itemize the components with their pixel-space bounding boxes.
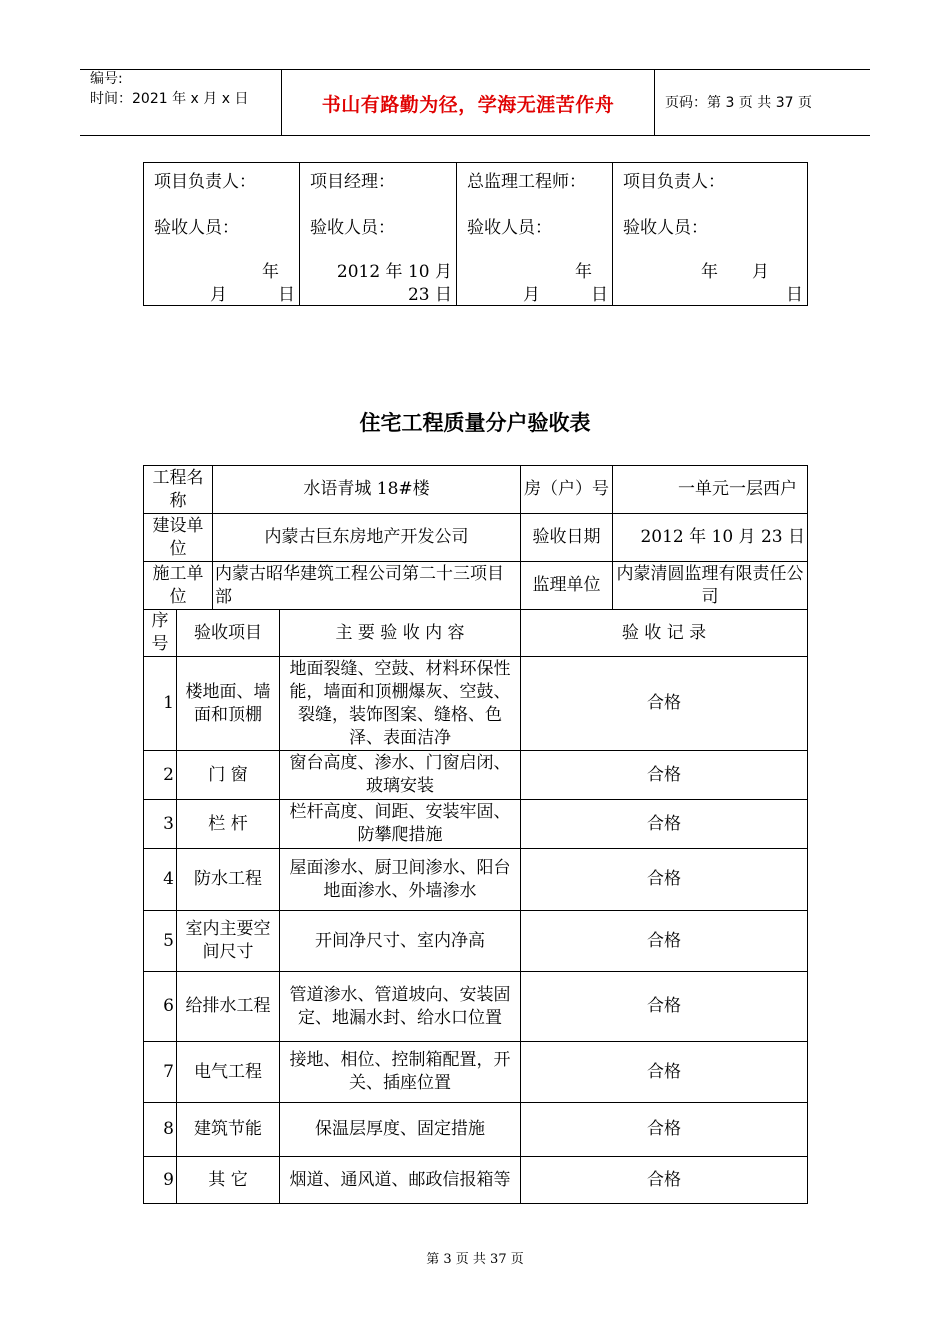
row-content: 屋面渗水、厨卫间渗水、阳台地面渗水、外墙渗水 [280, 849, 521, 911]
signature-date-year: 年 月 [701, 262, 769, 282]
header-time-label: 时间：2021 年 x 月 x 日 [90, 91, 249, 107]
row-content: 保温层厚度、固定措施 [280, 1103, 521, 1157]
row-content: 烟道、通风道、邮政信报箱等 [280, 1157, 521, 1204]
page-footer: 第 3 页 共 37 页 [426, 1252, 524, 1267]
row-seq: 3 [144, 800, 177, 849]
header-page-label: 页码：第 3 页 共 37 页 [665, 95, 812, 111]
signature-cell-builder [144, 163, 300, 306]
signature-date-year: 年 [575, 262, 592, 282]
signature-inspector: 验收人员： [467, 218, 552, 238]
signature-date-year: 年 [262, 262, 279, 282]
signature-role: 项目经理： [310, 172, 395, 192]
row-content: 地面裂缝、空鼓、材料环保性能，墙面和顶棚爆灰、空鼓、裂缝，装饰图案、缝格、色泽、表面洁净 [280, 657, 521, 751]
signature-date-day: 月 日 [523, 285, 608, 305]
signature-role: 项目负责人： [154, 172, 256, 192]
column-content: 主 要 验 收 内 容 [280, 610, 521, 657]
signature-inspector: 验收人员： [310, 218, 395, 238]
column-record: 验 收 记 录 [521, 610, 808, 657]
table-row [144, 1157, 808, 1204]
row-seq: 6 [144, 972, 177, 1042]
row-content: 栏杆高度、间距、安装牢固、防攀爬措施 [280, 800, 521, 849]
row-item: 栏 杆 [177, 800, 280, 849]
signature-date-day: 23 日 [407, 285, 452, 305]
row-item: 给排水工程 [177, 972, 280, 1042]
table-row [144, 1103, 808, 1157]
row-content: 管道渗水、管道坡向、安装固定、地漏水封、给水口位置 [280, 972, 521, 1042]
table-row [144, 800, 808, 849]
header-number-label: 编号: [90, 71, 123, 87]
contractor-label: 施工单位 [144, 562, 213, 610]
info-row-contractor [144, 562, 808, 610]
row-seq: 7 [144, 1042, 177, 1103]
builder-label: 建设单位 [144, 514, 213, 562]
acceptance-table [143, 465, 808, 1204]
supervisor-label: 监理单位 [521, 562, 613, 610]
row-item: 门 窗 [177, 751, 280, 800]
signature-date-year: 2012 年 10 月 [336, 262, 452, 282]
builder-value: 内蒙古巨东房地产开发公司 [213, 514, 521, 562]
header-top-rule [80, 69, 870, 70]
row-content: 接地、相位、控制箱配置，开关、插座位置 [280, 1042, 521, 1103]
header-bottom-rule [80, 135, 870, 136]
row-item: 建筑节能 [177, 1103, 280, 1157]
row-content: 窗台高度、渗水、门窗启闭、玻璃安装 [280, 751, 521, 800]
table-row [144, 751, 808, 800]
signature-role: 总监理工程师： [467, 172, 586, 192]
row-item: 电气工程 [177, 1042, 280, 1103]
column-seq: 序号 [144, 610, 177, 657]
row-record: 合格 [521, 1157, 808, 1204]
project-name-value: 水语青城 18#楼 [213, 466, 521, 514]
table-row [144, 849, 808, 911]
row-seq: 2 [144, 751, 177, 800]
row-item: 防水工程 [177, 849, 280, 911]
signature-table [143, 162, 808, 306]
unit-value: 一单元一层西户 [613, 466, 808, 514]
column-item: 验收项目 [177, 610, 280, 657]
unit-label: 房（户）号 [521, 466, 613, 514]
row-seq: 8 [144, 1103, 177, 1157]
row-record: 合格 [521, 1042, 808, 1103]
page-title: 住宅工程质量分户验收表 [359, 411, 591, 435]
column-header-row [144, 610, 808, 657]
signature-inspector: 验收人员： [154, 218, 239, 238]
header-motto: 书山有路勤为径，学海无涯苦作舟 [321, 94, 615, 116]
row-seq: 1 [144, 657, 177, 751]
row-record: 合格 [521, 800, 808, 849]
row-item: 楼地面、墙面和顶棚 [177, 657, 280, 751]
contractor-value: 内蒙古昭华建筑工程公司第二十三项目部 [213, 562, 521, 610]
signature-date-day: 日 [786, 285, 803, 305]
signature-cell-contractor [613, 163, 808, 306]
row-seq: 9 [144, 1157, 177, 1204]
row-record: 合格 [521, 911, 808, 972]
signature-date-day: 月 日 [210, 285, 295, 305]
table-row [144, 657, 808, 751]
signature-inspector: 验收人员： [623, 218, 708, 238]
row-record: 合格 [521, 657, 808, 751]
info-row-project [144, 466, 808, 514]
signature-cell-supervisor [457, 163, 613, 306]
row-record: 合格 [521, 849, 808, 911]
date-value: 2012 年 10 月 23 日 [613, 514, 808, 562]
row-record: 合格 [521, 751, 808, 800]
row-seq: 4 [144, 849, 177, 911]
row-item: 其 它 [177, 1157, 280, 1204]
date-label: 验收日期 [521, 514, 613, 562]
info-row-builder [144, 514, 808, 562]
header-divider-right [654, 69, 655, 136]
supervisor-value: 内蒙清圆监理有限责任公司 [613, 562, 808, 610]
row-seq: 5 [144, 911, 177, 972]
signature-cell-manager [300, 163, 457, 306]
row-content: 开间净尺寸、室内净高 [280, 911, 521, 972]
row-item: 室内主要空间尺寸 [177, 911, 280, 972]
signature-role: 项目负责人： [623, 172, 725, 192]
row-record: 合格 [521, 972, 808, 1042]
table-row [144, 911, 808, 972]
project-name-label: 工程名称 [144, 466, 213, 514]
table-row [144, 1042, 808, 1103]
table-row [144, 972, 808, 1042]
row-record: 合格 [521, 1103, 808, 1157]
